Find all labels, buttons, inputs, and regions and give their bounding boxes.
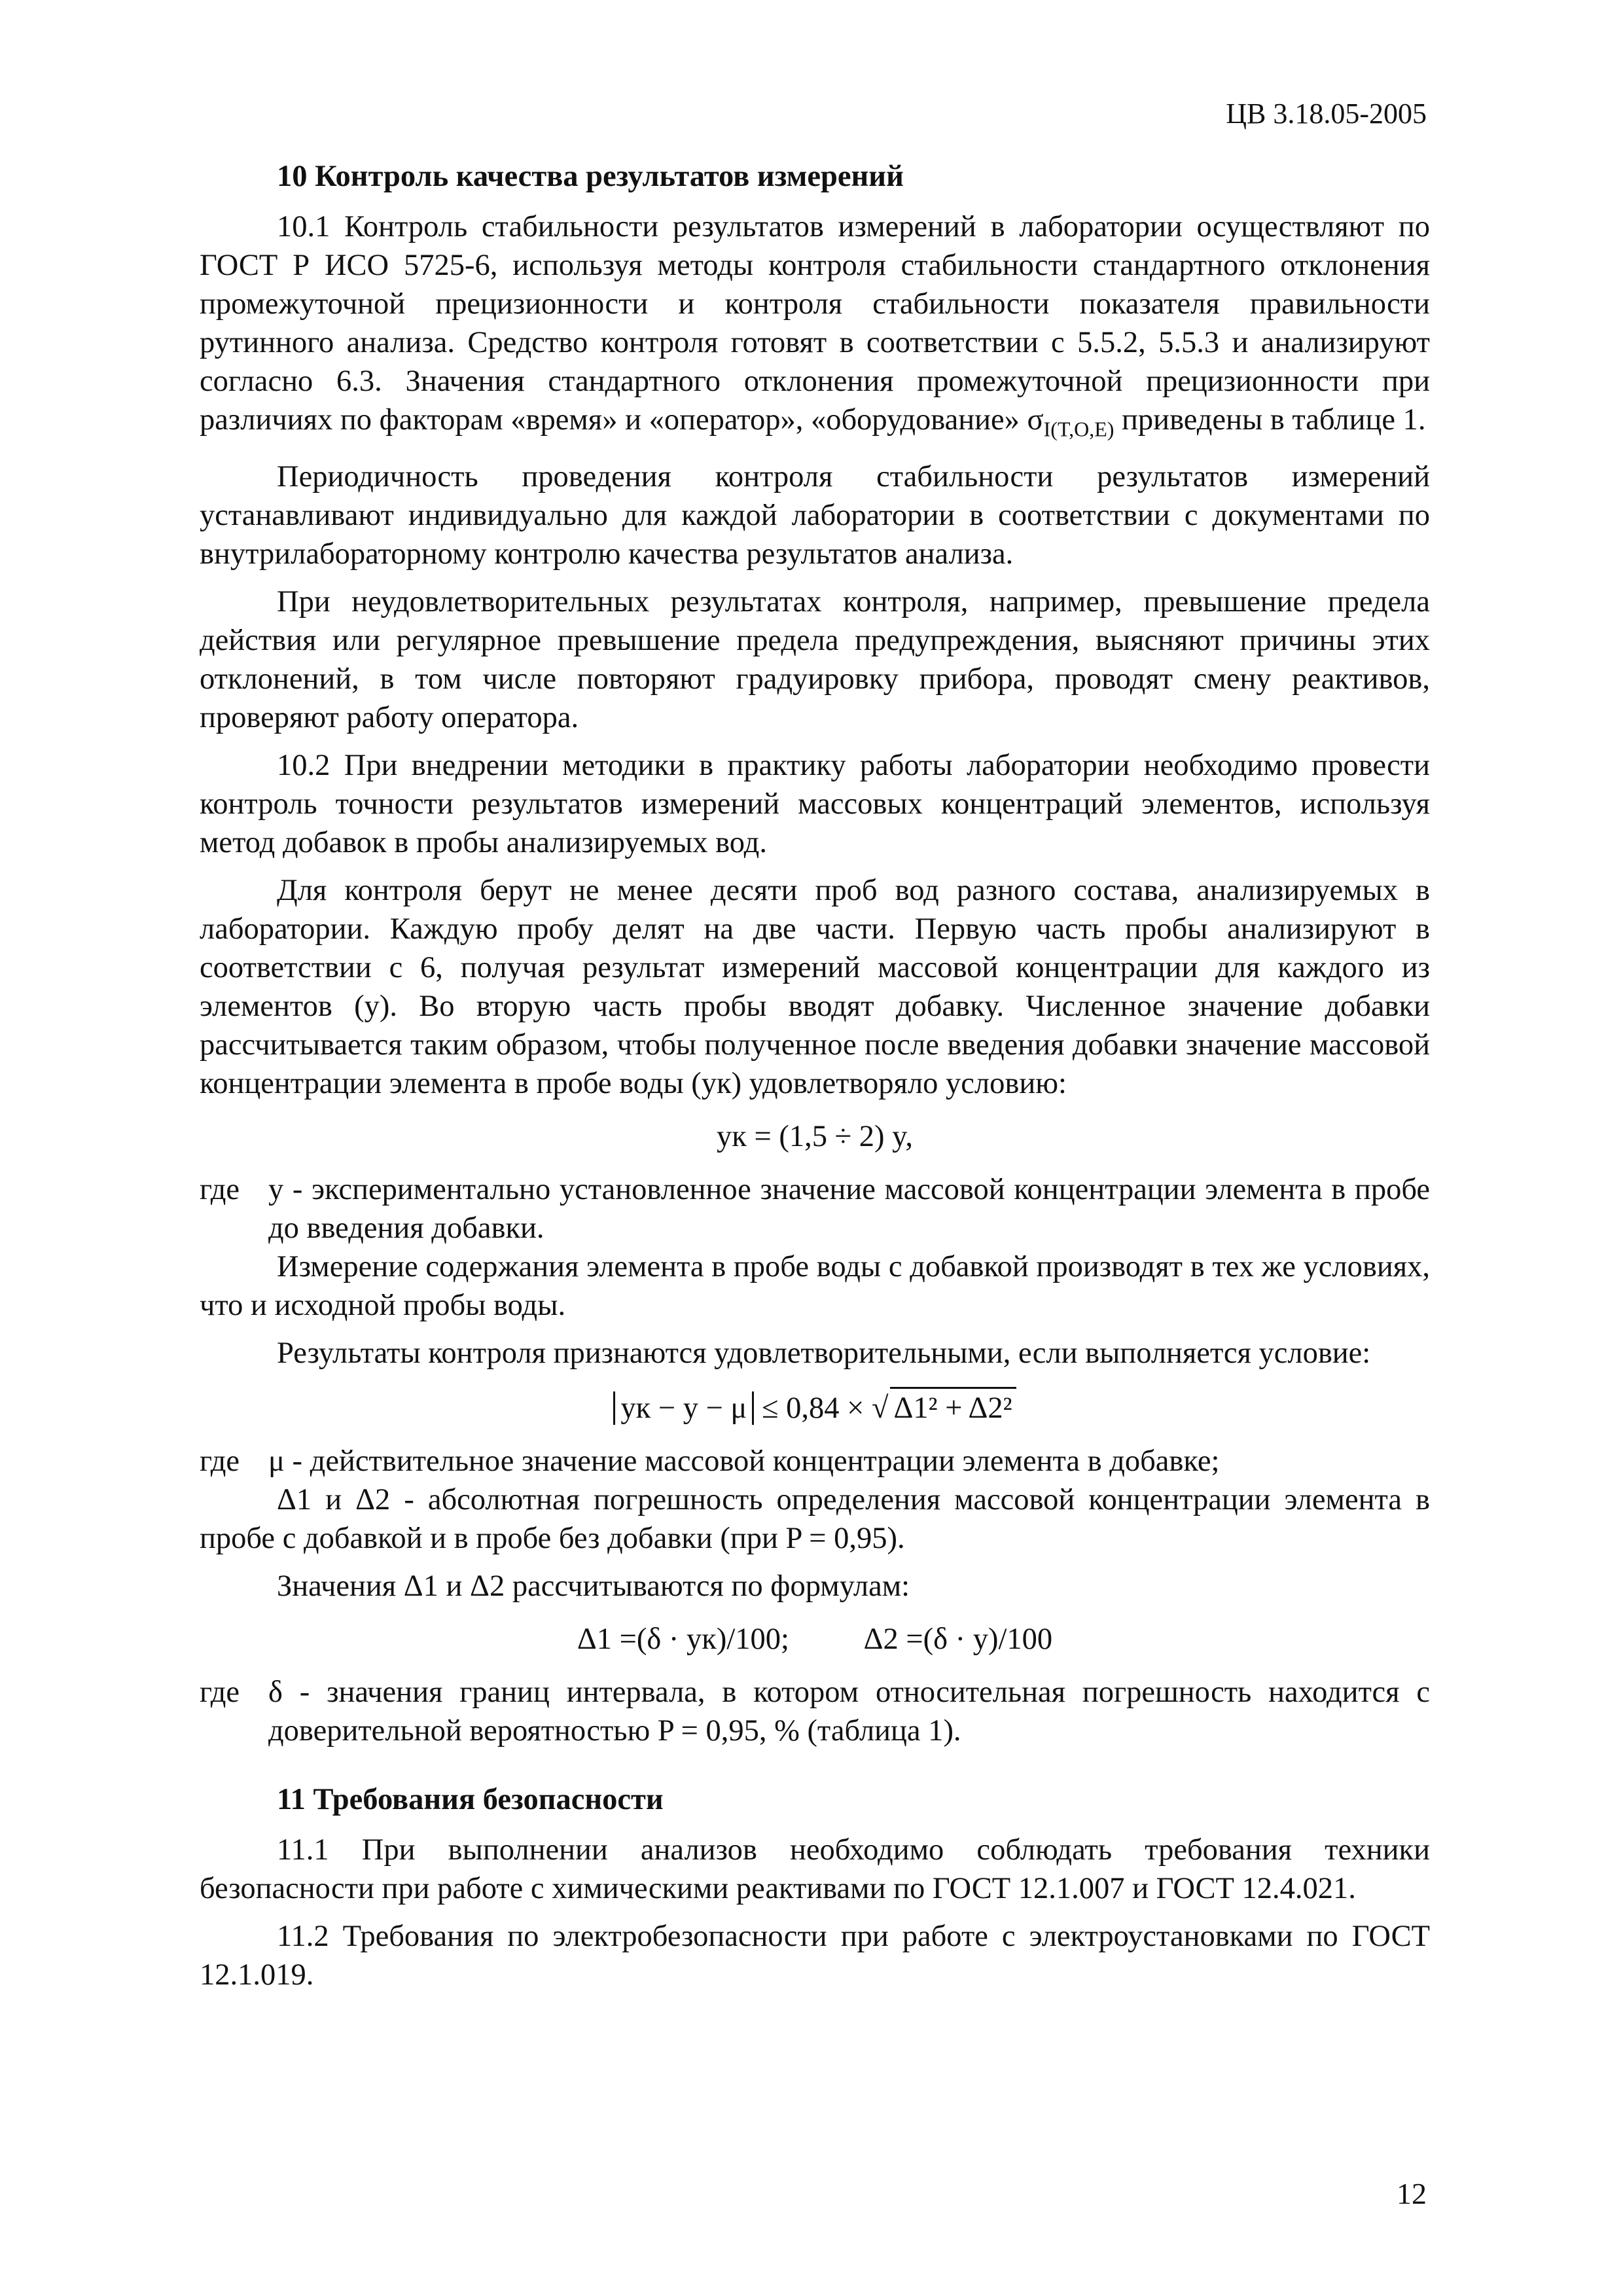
where-text-delta: δ - значения границ интервала, в котором относительная погрешность находится с доверительной вероятностью P = 0,95, % (таблица 1). bbox=[268, 1676, 1430, 1748]
formula-root: Δ1² + Δ2² bbox=[890, 1387, 1016, 1427]
formula-rhs: ≤ 0,84 × √ bbox=[761, 1391, 889, 1426]
paragraph-delta-definition: Δ1 и Δ2 - абсолютная погрешность определения массовой концентрации элемента в пробе с добавкой и в пробе без добавки (при P = 0,95). bbox=[200, 1483, 1430, 1556]
document-code: ЦВ 3.18.05-2005 bbox=[1226, 98, 1427, 130]
where-text-y: y - экспериментально установленное значение массовой концентрации элемента в пробе до введения добавки. bbox=[268, 1173, 1430, 1246]
where-block-3 bbox=[200, 1673, 1430, 1750]
formula-condition bbox=[200, 1387, 1430, 1427]
where-text-mu: μ - действительное значение массовой концентрации элемента в добавке; bbox=[268, 1444, 1220, 1479]
where-label: где bbox=[200, 1173, 240, 1207]
sigma-symbol: σ bbox=[1027, 403, 1044, 437]
paragraph-measurement: Измерение содержания элемента в пробе воды с добавкой производят в тех же условиях, что и исходной пробы воды. bbox=[200, 1250, 1430, 1323]
where-label: где bbox=[200, 1676, 240, 1710]
paragraph-10-1 bbox=[200, 207, 1430, 448]
paragraph-control-samples: Для контроля берут не менее десяти проб вод разного состава, анализируемых в лаборатории. Каждую пробу делят на две части. Первую часть пробы анализируют в соответствии с 6, получая результат измерений массовой концентрации для каждого из элементов (y). Во вторую часть пробы вводят добавку. Численное значение добавки рассчитывается таким образом, чтобы полученное после введения добавки значение массовой концентрации элемента в пробе воды (yк) удовлетворяло условию: bbox=[200, 874, 1430, 1101]
where-block-1 bbox=[200, 1170, 1430, 1247]
paragraph-10-1-end: приведены в таблице 1. bbox=[1114, 403, 1426, 437]
paragraph-10-2: 10.2 При внедрении методики в практику работы лаборатории необходимо провести контроль точности результатов измерений массовых концентраций элементов, используя метод добавок в пробы анализируемых вод. bbox=[200, 749, 1430, 860]
paragraph-delta-formulas-intro: Значения Δ1 и Δ2 рассчитываются по формулам: bbox=[277, 1570, 910, 1604]
formula-delta: Δ1 =(δ · yк)/100; Δ2 =(δ · y)/100 bbox=[577, 1623, 1053, 1657]
document-body bbox=[200, 157, 1430, 2003]
paragraph-unsatisfactory: При неудовлетворительных результатах контроля, например, превышение предела действия или регулярное превышение предела предупреждения, выясняют причины этих отклонений, в том числе повторяют градуировку прибора, проводят смену реактивов, проверяют работу оператора. bbox=[200, 585, 1430, 735]
paragraph-11-2: 11.2 Требования по электробезопасности при работе с электроустановками по ГОСТ 12.1.019. bbox=[200, 1920, 1430, 1992]
paragraph-10-1-text: 10.1 Контроль стабильности результатов измерений в лаборатории осуществляют по ГОСТ Р ИСО 5725-6, используя методы контроля стабильности стандартного отклонения промежуточной прецизионности и контроля стабильности показателя правильности рутинного анализа. Средство контроля готовят в соответствии с 5.5.2, 5.5.3 и анализируют согласно 6.3. Значения стандартного отклонения промежуточной прецизионности при различиях по факторам «время» и «оператор», «оборудование» bbox=[200, 210, 1430, 437]
paragraph-periodicity: Периодичность проведения контроля стабильности результатов измерений устанавливают индивидуально для каждой лаборатории в соответствии с документами по внутрилабораторному контролю качества результатов анализа. bbox=[200, 460, 1430, 571]
section-10-title: 10 Контроль качества результатов измерений bbox=[277, 160, 904, 193]
formula-abs-value: yк − y − μ bbox=[613, 1391, 754, 1425]
page-number: 12 bbox=[1397, 2177, 1427, 2210]
formula-yk: yк = (1,5 ÷ 2) y, bbox=[717, 1120, 913, 1154]
paragraph-11-1: 11.1 При выполнении анализов необходимо соблюдать требования техники безопасности при работе с химическими реактивами по ГОСТ 12.1.007 и ГОСТ 12.4.021. bbox=[200, 1833, 1430, 1906]
sigma-subscript: I(T,O,E) bbox=[1043, 417, 1115, 441]
section-11-title: 11 Требования безопасности bbox=[277, 1783, 664, 1817]
where-label: где bbox=[200, 1444, 240, 1479]
where-block-2 bbox=[200, 1442, 1430, 1480]
paragraph-results: Результаты контроля признаются удовлетворительными, если выполняется условие: bbox=[277, 1336, 1371, 1371]
